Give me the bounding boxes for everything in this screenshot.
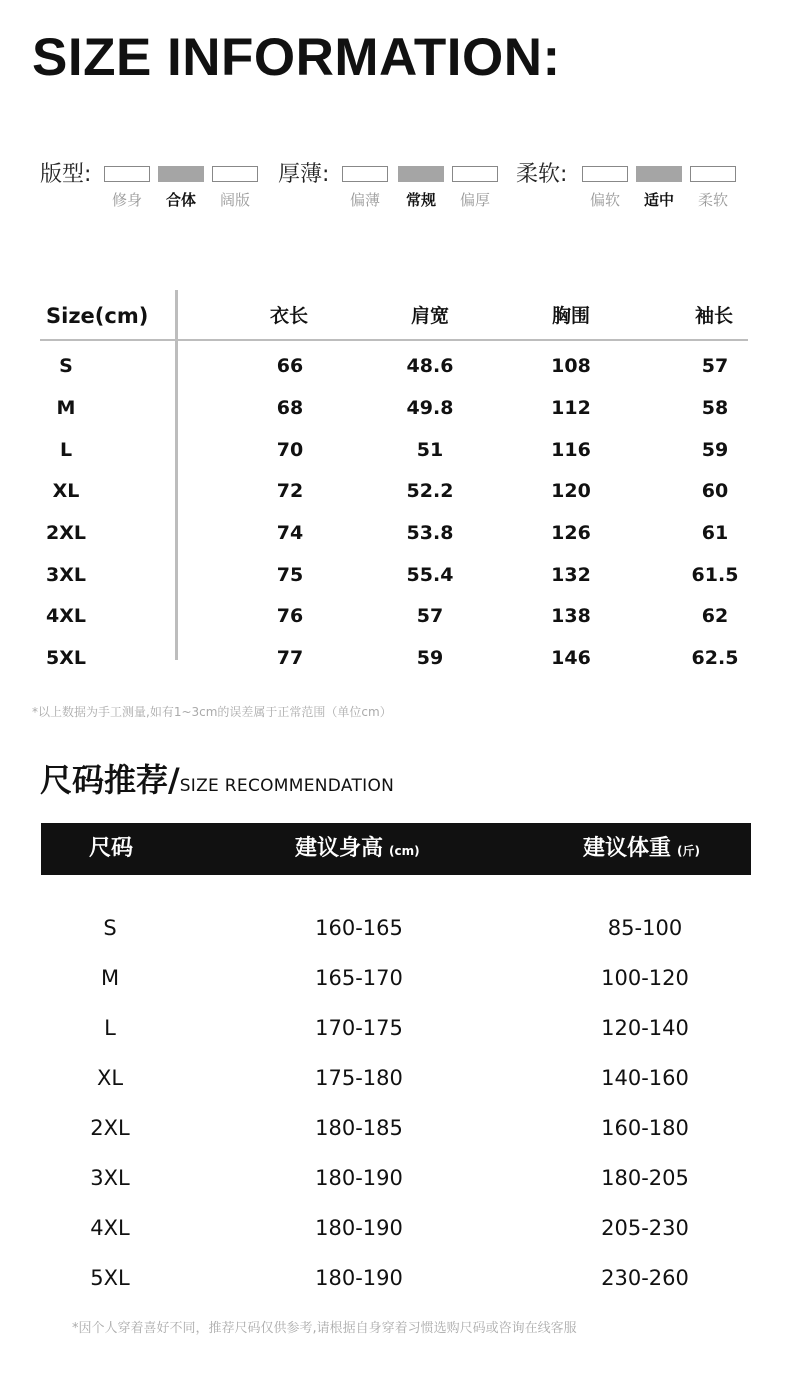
attr-option: 偏薄 [349, 191, 380, 209]
rec-header-weight [583, 823, 700, 877]
table-header-sleeve: 袖长 [695, 305, 734, 327]
table-row [0, 387, 790, 429]
rec-header-height [295, 823, 420, 877]
attr-label: 柔软: [516, 162, 568, 187]
rec-cell-size: M [100, 966, 120, 990]
rec-cell-weight: 230-260 [601, 1266, 689, 1290]
rec-cell-size: S [103, 916, 117, 940]
table-cell: 138 [551, 605, 591, 627]
table-row [0, 345, 790, 387]
scale-box-selected [636, 166, 682, 182]
rec-row [0, 1003, 790, 1053]
rec-row [0, 1253, 790, 1303]
table-cell: 4XL [46, 605, 86, 627]
rec-cell-weight: 120-140 [601, 1016, 689, 1040]
scale-box [690, 166, 736, 182]
table-header-chest: 胸围 [552, 305, 591, 327]
table-cell: 108 [551, 355, 591, 377]
scale-box [212, 166, 258, 182]
table-cell: M [56, 397, 76, 419]
table-row [0, 470, 790, 512]
rec-header-weight-label: 建议体重 [583, 836, 672, 861]
attr-option: 偏软 [589, 191, 620, 209]
attr-option: 阔版 [219, 191, 250, 209]
attr-option: 柔软 [697, 191, 728, 209]
table-cell: 52.2 [406, 480, 454, 502]
table-divider-horizontal [40, 339, 748, 341]
table-row [0, 429, 790, 471]
table-cell: 55.4 [406, 564, 454, 586]
table-cell: 57 [701, 355, 729, 377]
recommendation-note: *因个人穿着喜好不同，推荐尺码仅供参考,请根据自身穿着习惯选购尺码或咨询在线客服 [72, 1321, 577, 1336]
rec-header-size: 尺码 [89, 836, 134, 861]
rec-cell-size: 5XL [90, 1266, 130, 1290]
table-cell: 58 [701, 397, 729, 419]
scale-box [104, 166, 150, 182]
rec-cell-weight: 160-180 [601, 1116, 689, 1140]
table-cell: 2XL [46, 522, 86, 544]
recommendation-title-cn: 尺码推荐/ [40, 761, 180, 799]
rec-row [0, 903, 790, 953]
rec-cell-weight: 140-160 [601, 1066, 689, 1090]
table-cell: 132 [551, 564, 591, 586]
table-cell: 48.6 [406, 355, 454, 377]
table-cell: 57 [416, 605, 444, 627]
rec-cell-weight: 100-120 [601, 966, 689, 990]
table-header-length: 衣长 [270, 305, 309, 327]
table-cell: 68 [276, 397, 304, 419]
rec-row [0, 1153, 790, 1203]
table-cell: 61.5 [691, 564, 739, 586]
table-row [0, 637, 790, 679]
table-cell: 53.8 [406, 522, 454, 544]
scale-box [452, 166, 498, 182]
rec-row [0, 1053, 790, 1103]
table-row [0, 595, 790, 637]
table-cell: 120 [551, 480, 591, 502]
table-cell: 62.5 [691, 647, 739, 669]
table-cell: 72 [276, 480, 304, 502]
recommendation-title [40, 758, 394, 808]
rec-cell-size: XL [96, 1066, 124, 1090]
table-cell: 59 [416, 647, 444, 669]
recommendation-header-bar [41, 823, 751, 875]
table-cell: 51 [416, 439, 444, 461]
attr-group-thickness [278, 160, 508, 220]
rec-cell-size: L [104, 1016, 116, 1040]
rec-header-height-label: 建议身高 [295, 836, 384, 861]
rec-cell-height: 165-170 [315, 966, 403, 990]
table-cell: L [59, 439, 73, 461]
rec-cell-height: 180-190 [315, 1166, 403, 1190]
attr-option: 修身 [111, 191, 142, 209]
rec-cell-size: 3XL [90, 1166, 130, 1190]
rec-cell-size: 4XL [90, 1216, 130, 1240]
table-header-shoulder: 肩宽 [411, 305, 450, 327]
table-cell: 75 [276, 564, 304, 586]
table-cell: 77 [276, 647, 304, 669]
rec-cell-weight: 85-100 [607, 916, 683, 940]
rec-cell-height: 180-190 [315, 1266, 403, 1290]
rec-row [0, 953, 790, 1003]
scale-box-selected [398, 166, 444, 182]
rec-cell-height: 170-175 [315, 1016, 403, 1040]
table-cell: 49.8 [406, 397, 454, 419]
table-cell: S [59, 355, 73, 377]
recommendation-title-en: SIZE RECOMMENDATION [179, 776, 395, 796]
attr-option-selected: 适中 [643, 191, 674, 209]
attr-option-selected: 常规 [405, 191, 436, 209]
scale-box-selected [158, 166, 204, 182]
table-row [0, 512, 790, 554]
table-cell: 66 [276, 355, 304, 377]
table-cell: 70 [276, 439, 304, 461]
rec-cell-height: 175-180 [315, 1066, 403, 1090]
table-cell: 74 [276, 522, 304, 544]
table-cell: 62 [701, 605, 729, 627]
table-cell: 76 [276, 605, 304, 627]
attr-option: 偏厚 [459, 191, 490, 209]
rec-cell-height: 160-165 [315, 916, 403, 940]
table-cell: 116 [551, 439, 591, 461]
rec-cell-height: 180-190 [315, 1216, 403, 1240]
table-header-size: Size(cm) [46, 304, 149, 328]
rec-cell-height: 180-185 [315, 1116, 403, 1140]
table-cell: 146 [551, 647, 591, 669]
rec-cell-weight: 180-205 [601, 1166, 689, 1190]
attr-group-softness [516, 160, 746, 220]
rec-cell-weight: 205-230 [601, 1216, 689, 1240]
table-row [0, 554, 790, 596]
table-cell: XL [52, 480, 80, 502]
attr-label: 厚薄: [278, 162, 330, 187]
scale-box [582, 166, 628, 182]
rec-header-weight-unit: (斤) [677, 844, 700, 858]
table-cell: 61 [701, 522, 729, 544]
attr-option-selected: 合体 [165, 191, 196, 209]
table-cell: 60 [701, 480, 729, 502]
measurement-note: *以上数据为手工测量,如有1~3cm的误差属于正常范围（单位cm） [32, 705, 392, 719]
rec-row [0, 1103, 790, 1153]
rec-header-height-unit: (cm) [389, 844, 420, 858]
table-cell: 112 [551, 397, 591, 419]
attr-label: 版型: [40, 162, 92, 187]
table-cell: 5XL [46, 647, 86, 669]
table-cell: 3XL [46, 564, 86, 586]
page-title: SIZE INFORMATION: [32, 28, 561, 87]
scale-box [342, 166, 388, 182]
rec-cell-size: 2XL [90, 1116, 130, 1140]
table-cell: 59 [701, 439, 729, 461]
table-cell: 126 [551, 522, 591, 544]
attr-group-fit [40, 160, 270, 220]
rec-row [0, 1203, 790, 1253]
